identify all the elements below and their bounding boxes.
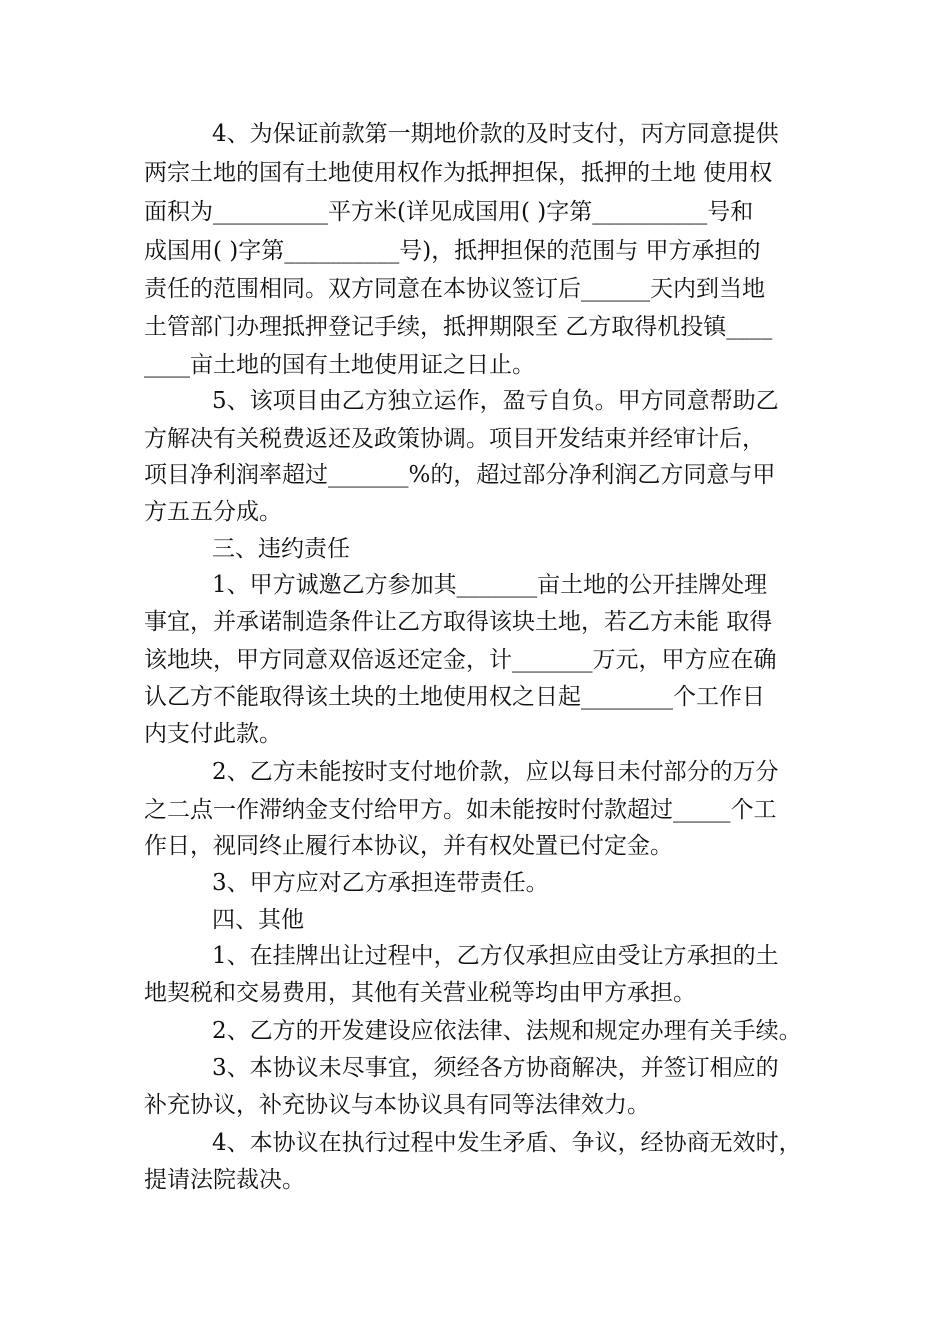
text-line: 方解决有关税费返还及政策协调。项目开发结束并经审计后， bbox=[144, 426, 765, 452]
text-line: 面积为__________平方米(详见成国用( )字第__________号和 bbox=[144, 199, 754, 225]
text-line: 补充协议，补充协议与本协议具有同等法律效力。 bbox=[144, 1092, 650, 1118]
section-heading: 三、违约责任 bbox=[212, 536, 350, 562]
text-line: 事宜，并承诺制造条件让乙方取得该块土地，若乙方未能 取得 bbox=[144, 609, 773, 635]
text-line: 作日，视同终止履行本协议，并有权处置已付定金。 bbox=[144, 833, 673, 859]
text-line: 2、乙方的开发建设应依法律、法规和规定办理有关手续。 bbox=[212, 1018, 802, 1044]
text-line: 土管部门办理抵押登记手续，抵押期限至 乙方取得机投镇____ bbox=[144, 314, 773, 340]
text-line: 方五五分成。 bbox=[144, 499, 282, 525]
text-line: 该地块，甲方同意双倍返还定金，计_______万元，甲方应在确 bbox=[144, 647, 777, 673]
text-line: 责任的范围相同。双方同意在本协议签订后______天内到当地 bbox=[144, 276, 765, 302]
text-line: 项目净利润率超过_______%的，超过部分净利润乙方同意与甲 bbox=[144, 462, 776, 488]
text-line: 提请法院裁决。 bbox=[144, 1167, 305, 1193]
text-line: 1、在挂牌出让过程中，乙方仅承担应由受让方承担的土 bbox=[212, 943, 779, 969]
text-line: 之二点一作滞纳金支付给甲方。如未能按时付款超过_____个工 bbox=[144, 797, 777, 823]
text-line: 认乙方不能取得该土块的土地使用权之日起________个工作日 bbox=[144, 684, 765, 710]
text-line: ____亩土地的国有土地使用证之日止。 bbox=[144, 352, 535, 378]
text-line: 成国用( )字第__________号)，抵押担保的范围与 甲方承担的 bbox=[144, 238, 761, 264]
text-line: 内支付此款。 bbox=[144, 721, 282, 747]
text-line: 地契税和交易费用，其他有关营业税等均由甲方承担。 bbox=[144, 980, 696, 1006]
text-line: 3、甲方应对乙方承担连带责任。 bbox=[212, 870, 549, 896]
text-line: 2、乙方未能按时支付地价款，应以每日未付部分的万分 bbox=[212, 759, 779, 785]
text-line: 4、本协议在执行过程中发生矛盾、争议，经协商无效时， bbox=[212, 1130, 802, 1156]
text-line: 两宗土地的国有土地使用权作为抵押担保，抵押的土地 使用权 bbox=[144, 160, 773, 186]
section-heading: 四、其他 bbox=[212, 907, 304, 933]
text-line: 5、该项目由乙方独立运作，盈亏自负。甲方同意帮助乙 bbox=[212, 388, 779, 414]
text-line: 4、为保证前款第一期地价款的及时支付，丙方同意提供 bbox=[212, 121, 779, 147]
text-line: 3、本协议未尽事宜，须经各方协商解决，并签订相应的 bbox=[212, 1055, 779, 1081]
text-line: 1、甲方诚邀乙方参加其_______亩土地的公开挂牌处理 bbox=[212, 572, 768, 598]
